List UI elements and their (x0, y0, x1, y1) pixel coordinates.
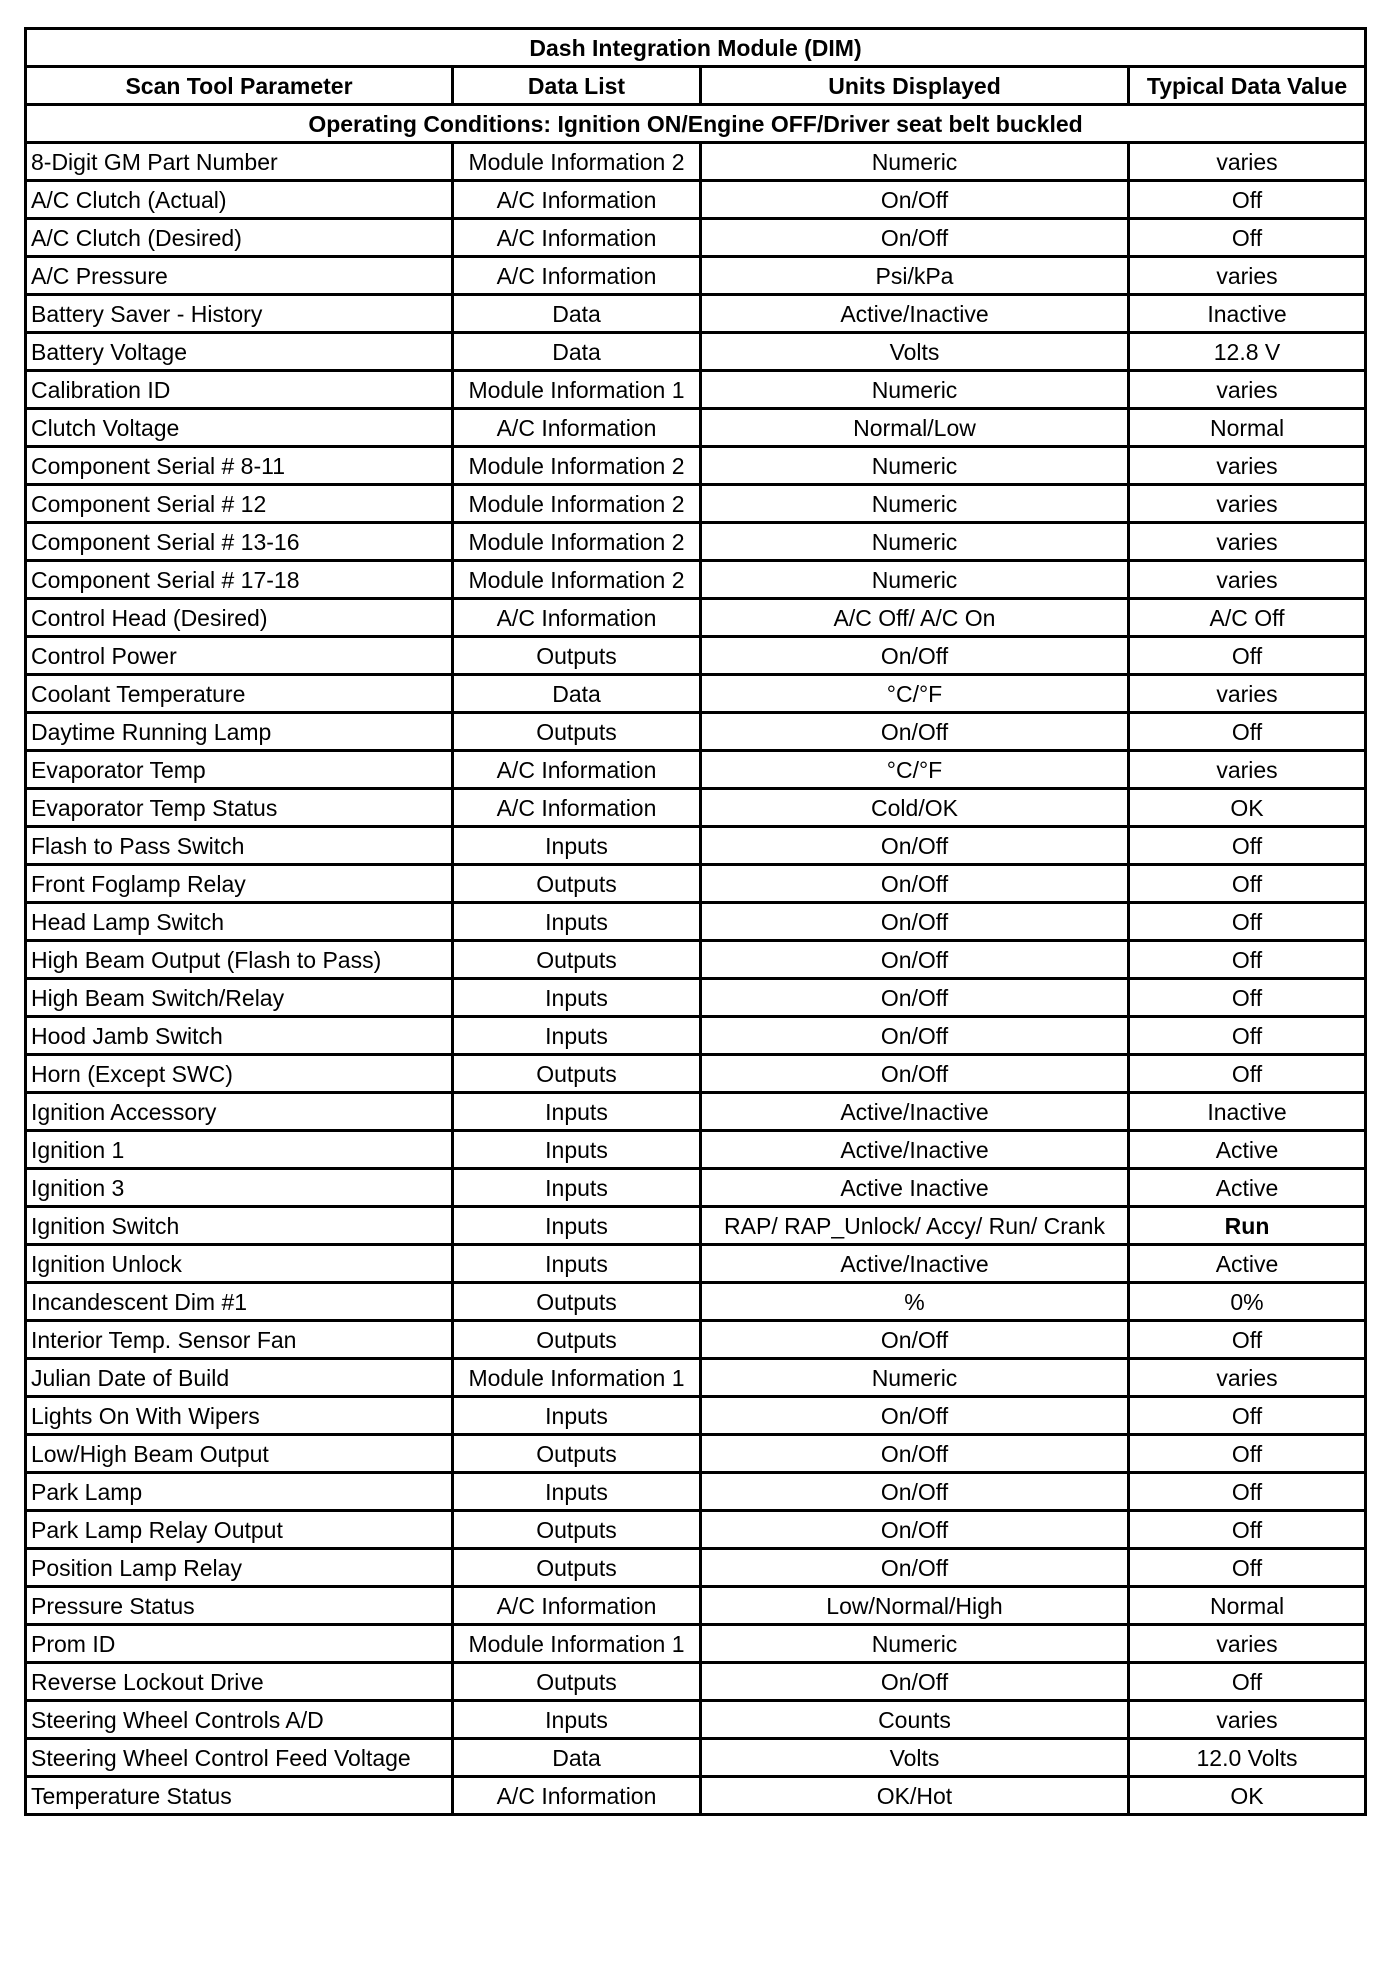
cell-scan-tool-parameter: Low/High Beam Output (26, 1435, 453, 1473)
cell-scan-tool-parameter: Incandescent Dim #1 (26, 1283, 453, 1321)
cell-typical-data-value: varies (1129, 675, 1366, 713)
cell-data-list: Outputs (453, 941, 701, 979)
cell-units-displayed: Volts (701, 1739, 1129, 1777)
cell-units-displayed: °C/°F (701, 751, 1129, 789)
cell-data-list: Inputs (453, 1397, 701, 1435)
cell-data-list: A/C Information (453, 219, 701, 257)
cell-scan-tool-parameter: Temperature Status (26, 1777, 453, 1815)
cell-scan-tool-parameter: A/C Clutch (Desired) (26, 219, 453, 257)
cell-typical-data-value: Off (1129, 1473, 1366, 1511)
cell-units-displayed: Numeric (701, 523, 1129, 561)
cell-scan-tool-parameter: Evaporator Temp (26, 751, 453, 789)
cell-typical-data-value: Off (1129, 1549, 1366, 1587)
cell-units-displayed: On/Off (701, 1397, 1129, 1435)
table-row (26, 1549, 1366, 1587)
cell-scan-tool-parameter: Prom ID (26, 1625, 453, 1663)
cell-units-displayed: Cold/OK (701, 789, 1129, 827)
cell-typical-data-value: A/C Off (1129, 599, 1366, 637)
table-row (26, 751, 1366, 789)
cell-scan-tool-parameter: Component Serial # 17-18 (26, 561, 453, 599)
table-row (26, 903, 1366, 941)
cell-units-displayed: RAP/ RAP_Unlock/ Accy/ Run/ Crank (701, 1207, 1129, 1245)
table-row (26, 333, 1366, 371)
cell-data-list: Outputs (453, 1435, 701, 1473)
cell-typical-data-value: varies (1129, 1625, 1366, 1663)
cell-typical-data-value: varies (1129, 143, 1366, 181)
cell-typical-data-value: Off (1129, 941, 1366, 979)
cell-units-displayed: On/Off (701, 1473, 1129, 1511)
cell-scan-tool-parameter: Interior Temp. Sensor Fan (26, 1321, 453, 1359)
table-row (26, 1701, 1366, 1739)
cell-typical-data-value: Normal (1129, 1587, 1366, 1625)
cell-units-displayed: °C/°F (701, 675, 1129, 713)
cell-data-list: Outputs (453, 1663, 701, 1701)
cell-typical-data-value: varies (1129, 751, 1366, 789)
cell-data-list: Module Information 2 (453, 561, 701, 599)
cell-typical-data-value: varies (1129, 1359, 1366, 1397)
cell-scan-tool-parameter: Control Power (26, 637, 453, 675)
cell-scan-tool-parameter: Coolant Temperature (26, 675, 453, 713)
cell-typical-data-value: Active (1129, 1169, 1366, 1207)
cell-data-list: Outputs (453, 1283, 701, 1321)
cell-typical-data-value: Off (1129, 1017, 1366, 1055)
cell-data-list: Outputs (453, 1511, 701, 1549)
cell-units-displayed: Numeric (701, 1359, 1129, 1397)
cell-scan-tool-parameter: Component Serial # 8-11 (26, 447, 453, 485)
cell-scan-tool-parameter: Calibration ID (26, 371, 453, 409)
cell-typical-data-value: Inactive (1129, 1093, 1366, 1131)
cell-scan-tool-parameter: A/C Pressure (26, 257, 453, 295)
header-row (26, 67, 1366, 105)
cell-data-list: Outputs (453, 1321, 701, 1359)
cell-units-displayed: Active Inactive (701, 1169, 1129, 1207)
cell-data-list: Module Information 1 (453, 1625, 701, 1663)
cell-typical-data-value: 0% (1129, 1283, 1366, 1321)
table-row (26, 1359, 1366, 1397)
cell-scan-tool-parameter: Flash to Pass Switch (26, 827, 453, 865)
cell-data-list: Data (453, 1739, 701, 1777)
table-row (26, 713, 1366, 751)
cell-typical-data-value: Off (1129, 1663, 1366, 1701)
cell-scan-tool-parameter: Position Lamp Relay (26, 1549, 453, 1587)
header-typical-data-value: Typical Data Value (1129, 67, 1366, 105)
table-row (26, 409, 1366, 447)
table-row (26, 1739, 1366, 1777)
cell-scan-tool-parameter: Battery Voltage (26, 333, 453, 371)
table-row (26, 1131, 1366, 1169)
table-row (26, 485, 1366, 523)
cell-data-list: A/C Information (453, 599, 701, 637)
table-row (26, 561, 1366, 599)
table-row (26, 599, 1366, 637)
cell-typical-data-value: OK (1129, 1777, 1366, 1815)
cell-scan-tool-parameter: Pressure Status (26, 1587, 453, 1625)
table-row (26, 1207, 1366, 1245)
table-row (26, 941, 1366, 979)
cell-units-displayed: On/Off (701, 1663, 1129, 1701)
cell-typical-data-value: Off (1129, 1435, 1366, 1473)
cell-units-displayed: On/Off (701, 1017, 1129, 1055)
table-row (26, 789, 1366, 827)
cell-typical-data-value: Normal (1129, 409, 1366, 447)
cell-units-displayed: On/Off (701, 827, 1129, 865)
cell-data-list: Module Information 2 (453, 447, 701, 485)
cell-scan-tool-parameter: High Beam Output (Flash to Pass) (26, 941, 453, 979)
cell-scan-tool-parameter: Component Serial # 13-16 (26, 523, 453, 561)
table-row (26, 827, 1366, 865)
table-row (26, 979, 1366, 1017)
title-row (26, 29, 1366, 67)
cell-typical-data-value: Off (1129, 1397, 1366, 1435)
cell-units-displayed: Active/Inactive (701, 1131, 1129, 1169)
header-data-list: Data List (453, 67, 701, 105)
table-body (26, 143, 1366, 1815)
table-row (26, 1625, 1366, 1663)
cell-typical-data-value: Off (1129, 979, 1366, 1017)
cell-typical-data-value: varies (1129, 1701, 1366, 1739)
table-row (26, 1587, 1366, 1625)
cell-data-list: A/C Information (453, 1777, 701, 1815)
cell-scan-tool-parameter: A/C Clutch (Actual) (26, 181, 453, 219)
cell-data-list: Data (453, 675, 701, 713)
cell-units-displayed: On/Off (701, 979, 1129, 1017)
table-row (26, 181, 1366, 219)
cell-scan-tool-parameter: Horn (Except SWC) (26, 1055, 453, 1093)
cell-data-list: A/C Information (453, 257, 701, 295)
cell-scan-tool-parameter: Front Foglamp Relay (26, 865, 453, 903)
cell-scan-tool-parameter: Steering Wheel Controls A/D (26, 1701, 453, 1739)
cell-typical-data-value: varies (1129, 257, 1366, 295)
cell-scan-tool-parameter: Daytime Running Lamp (26, 713, 453, 751)
dim-parameter-table (24, 27, 1367, 1816)
cell-scan-tool-parameter: Park Lamp Relay Output (26, 1511, 453, 1549)
cell-typical-data-value: varies (1129, 371, 1366, 409)
cell-typical-data-value: Inactive (1129, 295, 1366, 333)
cell-data-list: A/C Information (453, 409, 701, 447)
cell-data-list: Inputs (453, 1169, 701, 1207)
cell-data-list: A/C Information (453, 789, 701, 827)
cell-units-displayed: On/Off (701, 1321, 1129, 1359)
table-row (26, 1055, 1366, 1093)
table-row (26, 447, 1366, 485)
cell-scan-tool-parameter: Ignition Accessory (26, 1093, 453, 1131)
cell-data-list: Outputs (453, 637, 701, 675)
cell-units-displayed: A/C Off/ A/C On (701, 599, 1129, 637)
cell-typical-data-value: Active (1129, 1245, 1366, 1283)
cell-data-list: Inputs (453, 1245, 701, 1283)
cell-data-list: Module Information 2 (453, 485, 701, 523)
cell-units-displayed: On/Off (701, 1511, 1129, 1549)
cell-scan-tool-parameter: Park Lamp (26, 1473, 453, 1511)
cell-data-list: A/C Information (453, 1587, 701, 1625)
cell-typical-data-value: Off (1129, 865, 1366, 903)
cell-units-displayed: On/Off (701, 941, 1129, 979)
cell-units-displayed: On/Off (701, 865, 1129, 903)
cell-data-list: Module Information 2 (453, 143, 701, 181)
cell-units-displayed: On/Off (701, 1435, 1129, 1473)
table-row (26, 865, 1366, 903)
table-row (26, 257, 1366, 295)
cell-scan-tool-parameter: Lights On With Wipers (26, 1397, 453, 1435)
cell-units-displayed: Counts (701, 1701, 1129, 1739)
cell-units-displayed: On/Off (701, 713, 1129, 751)
cell-scan-tool-parameter: Ignition Switch (26, 1207, 453, 1245)
table-row (26, 1473, 1366, 1511)
cell-scan-tool-parameter: Ignition Unlock (26, 1245, 453, 1283)
cell-units-displayed: Numeric (701, 1625, 1129, 1663)
cell-scan-tool-parameter: Head Lamp Switch (26, 903, 453, 941)
cell-typical-data-value: varies (1129, 447, 1366, 485)
cell-scan-tool-parameter: Clutch Voltage (26, 409, 453, 447)
table-row (26, 1283, 1366, 1321)
cell-typical-data-value: Off (1129, 1511, 1366, 1549)
cell-units-displayed: Numeric (701, 371, 1129, 409)
cell-scan-tool-parameter: High Beam Switch/Relay (26, 979, 453, 1017)
cell-data-list: Inputs (453, 1131, 701, 1169)
table-title: Dash Integration Module (DIM) (26, 29, 1366, 67)
cell-data-list: Inputs (453, 1093, 701, 1131)
table-row (26, 675, 1366, 713)
cell-scan-tool-parameter: Evaporator Temp Status (26, 789, 453, 827)
cell-scan-tool-parameter: Component Serial # 12 (26, 485, 453, 523)
cell-scan-tool-parameter: Control Head (Desired) (26, 599, 453, 637)
table-row (26, 1017, 1366, 1055)
cell-units-displayed: Active/Inactive (701, 1245, 1129, 1283)
conditions-row (26, 105, 1366, 143)
cell-scan-tool-parameter: Ignition 3 (26, 1169, 453, 1207)
cell-typical-data-value: Off (1129, 827, 1366, 865)
cell-data-list: Inputs (453, 903, 701, 941)
cell-data-list: Data (453, 295, 701, 333)
table-row (26, 1777, 1366, 1815)
cell-scan-tool-parameter: Ignition 1 (26, 1131, 453, 1169)
cell-typical-data-value: varies (1129, 523, 1366, 561)
cell-typical-data-value: Off (1129, 637, 1366, 675)
cell-units-displayed: Numeric (701, 485, 1129, 523)
cell-typical-data-value: 12.8 V (1129, 333, 1366, 371)
cell-scan-tool-parameter: Reverse Lockout Drive (26, 1663, 453, 1701)
cell-units-displayed: Psi/kPa (701, 257, 1129, 295)
cell-typical-data-value: Off (1129, 181, 1366, 219)
cell-scan-tool-parameter: Julian Date of Build (26, 1359, 453, 1397)
cell-data-list: Outputs (453, 1549, 701, 1587)
cell-data-list: Inputs (453, 827, 701, 865)
cell-typical-data-value: varies (1129, 485, 1366, 523)
table-row (26, 1663, 1366, 1701)
cell-scan-tool-parameter: Hood Jamb Switch (26, 1017, 453, 1055)
table-row (26, 1321, 1366, 1359)
cell-units-displayed: Low/Normal/High (701, 1587, 1129, 1625)
cell-typical-data-value: Active (1129, 1131, 1366, 1169)
cell-units-displayed: On/Off (701, 637, 1129, 675)
cell-units-displayed: Numeric (701, 143, 1129, 181)
cell-units-displayed: On/Off (701, 1055, 1129, 1093)
cell-units-displayed: Normal/Low (701, 409, 1129, 447)
table-row (26, 295, 1366, 333)
cell-data-list: Inputs (453, 1017, 701, 1055)
table-row (26, 143, 1366, 181)
cell-data-list: Module Information 1 (453, 371, 701, 409)
cell-data-list: Inputs (453, 979, 701, 1017)
cell-data-list: A/C Information (453, 751, 701, 789)
cell-data-list: A/C Information (453, 181, 701, 219)
table-row (26, 1245, 1366, 1283)
table-row (26, 1397, 1366, 1435)
cell-typical-data-value: varies (1129, 561, 1366, 599)
cell-typical-data-value: Off (1129, 1055, 1366, 1093)
cell-data-list: Inputs (453, 1701, 701, 1739)
cell-typical-data-value: 12.0 Volts (1129, 1739, 1366, 1777)
cell-units-displayed: Numeric (701, 561, 1129, 599)
cell-units-displayed: Volts (701, 333, 1129, 371)
table-row (26, 637, 1366, 675)
cell-scan-tool-parameter: Battery Saver - History (26, 295, 453, 333)
cell-data-list: Module Information 1 (453, 1359, 701, 1397)
table-row (26, 1169, 1366, 1207)
table-row (26, 371, 1366, 409)
cell-units-displayed: On/Off (701, 219, 1129, 257)
cell-data-list: Module Information 2 (453, 523, 701, 561)
cell-typical-data-value: Off (1129, 219, 1366, 257)
header-units-displayed: Units Displayed (701, 67, 1129, 105)
cell-typical-data-value: Run (1129, 1207, 1366, 1245)
cell-units-displayed: OK/Hot (701, 1777, 1129, 1815)
table-row (26, 1093, 1366, 1131)
cell-units-displayed: Active/Inactive (701, 1093, 1129, 1131)
cell-units-displayed: On/Off (701, 181, 1129, 219)
cell-data-list: Data (453, 333, 701, 371)
cell-typical-data-value: OK (1129, 789, 1366, 827)
cell-data-list: Inputs (453, 1207, 701, 1245)
table-row (26, 1511, 1366, 1549)
cell-typical-data-value: Off (1129, 713, 1366, 751)
cell-data-list: Inputs (453, 1473, 701, 1511)
table-row (26, 523, 1366, 561)
cell-typical-data-value: Off (1129, 1321, 1366, 1359)
cell-data-list: Outputs (453, 713, 701, 751)
operating-conditions: Operating Conditions: Ignition ON/Engine OFF/Driver seat belt buckled (26, 105, 1366, 143)
cell-units-displayed: On/Off (701, 903, 1129, 941)
cell-units-displayed: On/Off (701, 1549, 1129, 1587)
cell-data-list: Outputs (453, 1055, 701, 1093)
cell-scan-tool-parameter: 8-Digit GM Part Number (26, 143, 453, 181)
cell-units-displayed: % (701, 1283, 1129, 1321)
cell-scan-tool-parameter: Steering Wheel Control Feed Voltage (26, 1739, 453, 1777)
cell-data-list: Outputs (453, 865, 701, 903)
cell-typical-data-value: Off (1129, 903, 1366, 941)
header-scan-tool-parameter: Scan Tool Parameter (26, 67, 453, 105)
table-row (26, 1435, 1366, 1473)
table-row (26, 219, 1366, 257)
cell-units-displayed: Numeric (701, 447, 1129, 485)
cell-units-displayed: Active/Inactive (701, 295, 1129, 333)
